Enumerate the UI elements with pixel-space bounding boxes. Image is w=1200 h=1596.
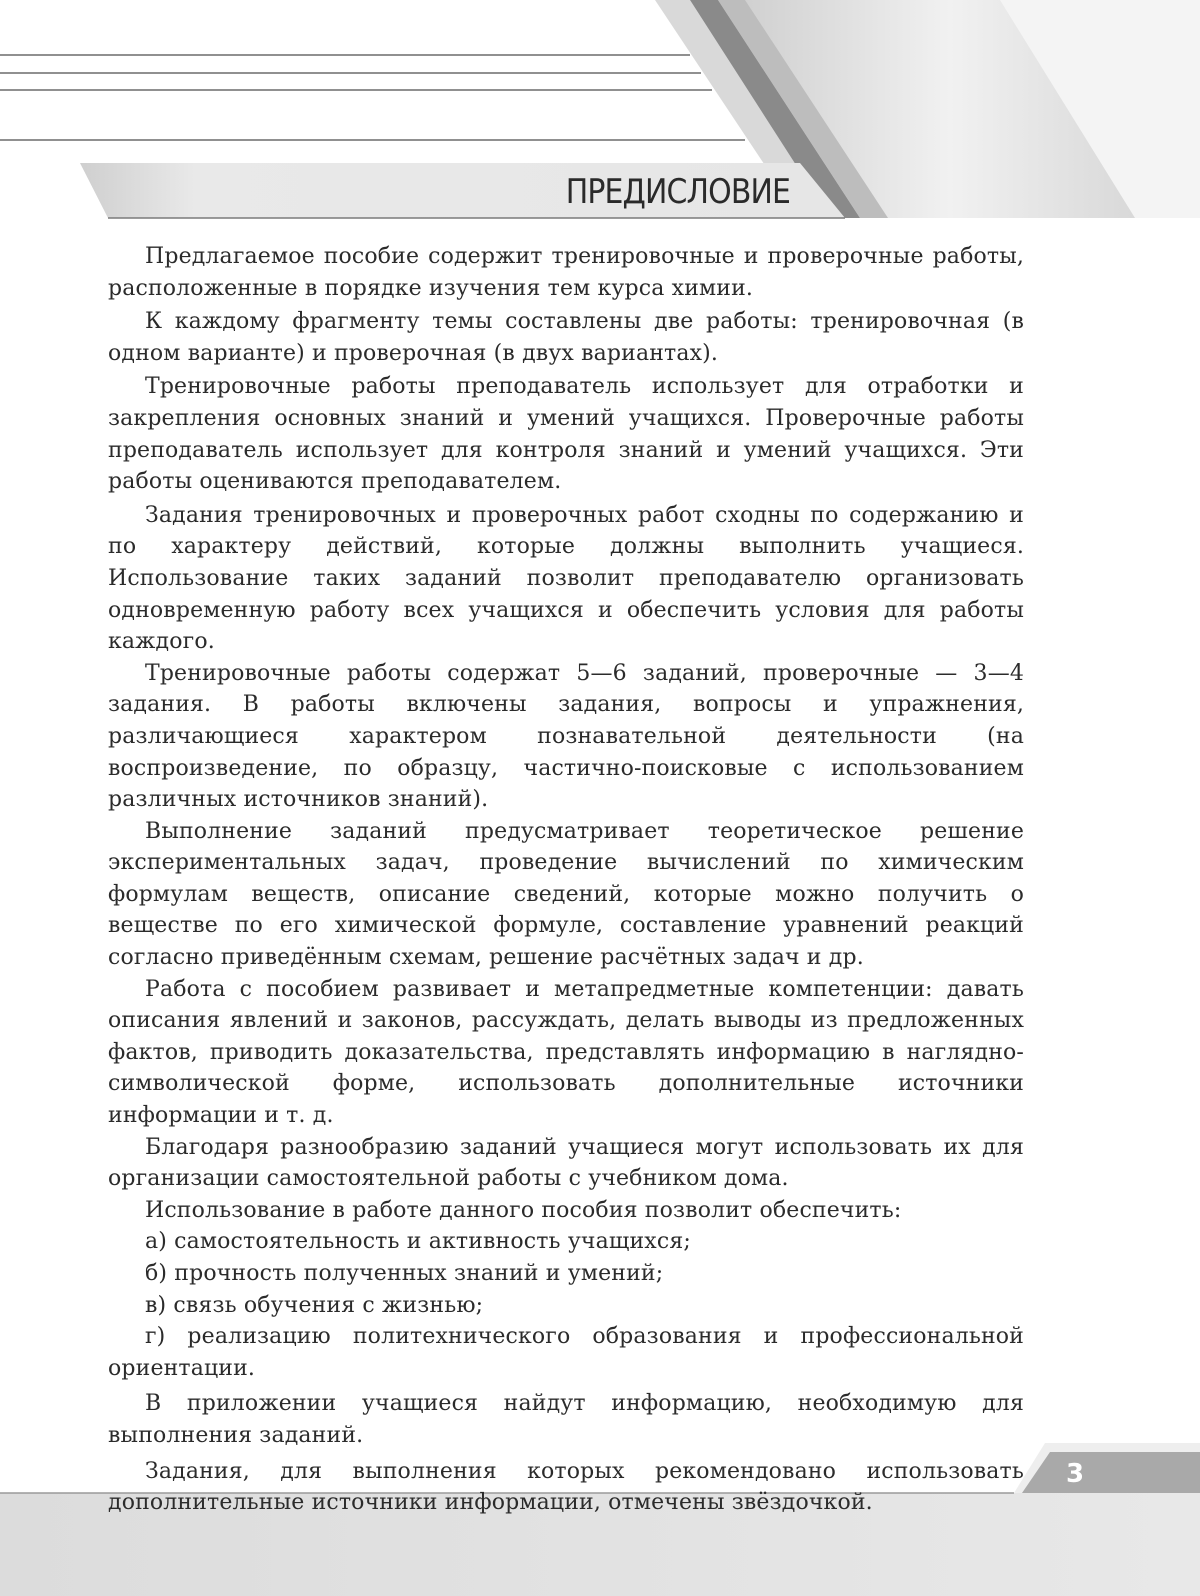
list-item: б) прочность полученных знаний и умений;: [145, 1261, 664, 1286]
list-item: в) связь обучения с жизнью;: [145, 1292, 484, 1318]
paragraph: Использование в работе данного пособия позволит обеспечить:: [145, 1197, 902, 1223]
header-rule-lines: [0, 55, 745, 140]
list-item: а) самостоятельность и активность учащихся;: [145, 1229, 691, 1255]
paragraph: Предлагаемое пособие содержит тренировочные и проверочные работы, расположенные в порядке изучения тем курса химии.: [108, 244, 1024, 301]
paragraph: Задания тренировочных и проверочных работ сходны по содержанию и по характеру действий, которые должны выполнить учащиеся. Использование таких заданий позволит преподавателю организовать одновременную работу всех учащихся и обеспечить условия для работы каждого.: [108, 502, 1024, 655]
page-title: ПРЕДИСЛОВИЕ: [565, 172, 790, 212]
list-item: г) реализацию политехнического образования и профессиональной ориентации.: [108, 1324, 1024, 1381]
body-text: [108, 241, 1024, 1519]
paragraph: Выполнение заданий предусматривает теоретическое решение экспериментальных задач, проведение вычислений по химическим формулам веществ, описание сведений, которые можно получить о веществе по его химической формуле, составление уравнений реакций согласно приведённым схемам, решение расчётных задач и др.: [108, 818, 1024, 971]
paragraph: Тренировочные работы содержат 5—6 заданий, проверочные — 3—4 задания. В работы включены задания, вопросы и упражнения, различающиеся характером познавательной деятельности (на воспроизведение, по образцу, частично-поисковые с использованием различных источников знаний).: [108, 660, 1024, 813]
paragraph: В приложении учащиеся найдут информацию, необходимую для выполнения заданий.: [108, 1391, 1024, 1448]
paragraph: Благодаря разнообразию заданий учащиеся могут использовать их для организации самостоятельной работы с учебником дома.: [108, 1134, 1024, 1192]
page-number: 3: [1065, 1459, 1085, 1489]
paragraph: Работа с пособием развивает и метапредметные компетенции: давать описания явлений и законов, рассуждать, делать выводы из предложенных фактов, приводить доказательства, представлять информацию в наглядно-символической форме, использовать дополнительные источники информации и т. д.: [108, 976, 1024, 1129]
paragraph: К каждому фрагменту темы составлены две работы: тренировочная (в одном варианте) и проверочная (в двух вариантах).: [108, 309, 1024, 366]
paragraph: Задания, для выполнения которых рекомендовано использовать дополнительные источники информации, отмечены звёздочкой.: [108, 1458, 1024, 1516]
paragraph: Тренировочные работы преподаватель использует для отработки и закрепления основных знаний и умений учащихся. Проверочные работы преподаватель использует для контроля знаний и умений учащихся. Эти работы оцениваются преподавателем.: [108, 374, 1024, 495]
